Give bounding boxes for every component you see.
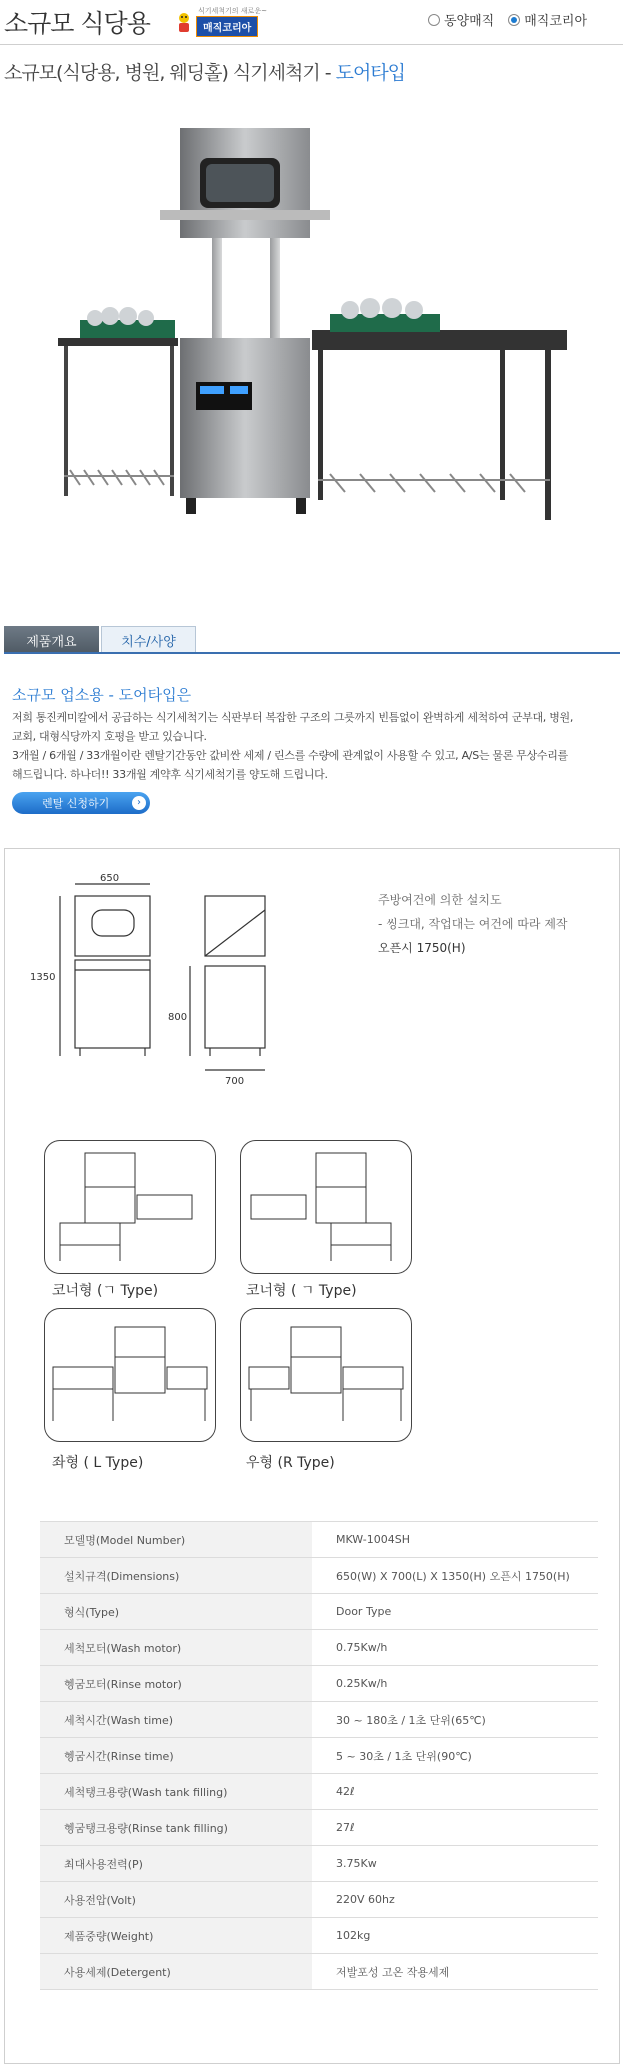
brand-logo[interactable]: [174, 6, 266, 36]
intro-line: 3개월 / 6개월 / 33개월이란 렌탈기간동안 값비싼 세제 / 린스를 수량에 관계없이 사용할 수 있고, A/S는 물론 무상수리를: [12, 749, 568, 762]
spec-key: 헹굼모터(Rinse motor): [40, 1666, 312, 1702]
radio-dongyang-magic[interactable]: [428, 10, 494, 29]
spec-key: 헹굼시간(Rinse time): [40, 1738, 312, 1774]
intro-line: 저희 통진케미칼에서 공급하는 식기세척기는 식판부터 복잡한 구조의 그릇까지 빈틈없이 완벽하게 세척하여 군부대, 병원,: [12, 711, 574, 724]
spec-value: 42ℓ: [312, 1774, 598, 1810]
dishwasher-product-image: [0, 100, 623, 620]
spec-row: [40, 1774, 598, 1810]
spec-key: 모델명(Model Number): [40, 1522, 312, 1558]
layout-card-right: [240, 1308, 412, 1442]
spec-key: 세척시간(Wash time): [40, 1702, 312, 1738]
spec-value: 220V 60hz: [312, 1882, 598, 1918]
spec-value: 30 ~ 180초 / 1초 단위(65℃): [312, 1702, 598, 1738]
spec-value: 저발포성 고온 작용세제: [312, 1954, 598, 1990]
subtitle-accent: 도어타입: [335, 62, 406, 84]
spec-key: 형식(Type): [40, 1594, 312, 1630]
spec-row: [40, 1918, 598, 1954]
radio-button[interactable]: [428, 14, 440, 26]
spec-row: [40, 1522, 598, 1558]
page-header: [0, 0, 623, 42]
spec-row: [40, 1594, 598, 1630]
spec-table: [40, 1521, 598, 1990]
spec-row: [40, 1630, 598, 1666]
spec-value: 102kg: [312, 1918, 598, 1954]
layout-label-corner-right: 코너형 ( ㄱ Type): [246, 1283, 357, 1299]
spec-value: 5 ~ 30초 / 1초 단위(90℃): [312, 1738, 598, 1774]
layout-card-corner-left: [44, 1140, 216, 1274]
dim-height-label: 1350: [30, 972, 56, 983]
chevron-right-icon: ›: [132, 796, 146, 810]
spec-row: [40, 1666, 598, 1702]
spec-row: [40, 1558, 598, 1594]
rental-apply-button[interactable]: [12, 792, 150, 814]
intro-text: [12, 708, 612, 784]
layout-corner-left-drawing: [45, 1141, 215, 1273]
layout-label-corner-left: 코너형 (ㄱ Type): [52, 1283, 159, 1299]
rental-button-label: 렌탈 신청하기: [42, 797, 110, 810]
tab-divider: [4, 652, 620, 654]
brand-name: 매직코리아: [196, 16, 258, 37]
spec-value: 0.75Kw/h: [312, 1630, 598, 1666]
product-subtitle: [4, 58, 405, 85]
layout-left-drawing: [45, 1309, 215, 1441]
spec-row: [40, 1882, 598, 1918]
subtitle-main: 소규모(식당용, 병원, 웨딩홀) 식기세척기 -: [4, 62, 336, 84]
brand-radio-group: [428, 10, 587, 29]
spec-row: [40, 1702, 598, 1738]
layout-label-left: 좌형 ( L Type): [52, 1455, 144, 1471]
spec-key: 설치규격(Dimensions): [40, 1558, 312, 1594]
dim-width-label: 650: [100, 873, 120, 884]
tab-dimensions-specs[interactable]: 치수/사양: [101, 626, 196, 654]
spec-value: MKW-1004SH: [312, 1522, 598, 1558]
tab-bar: [4, 626, 196, 654]
layout-corner-right-drawing: [241, 1141, 411, 1273]
spec-key: 제품중량(Weight): [40, 1918, 312, 1954]
layout-card-left: [44, 1308, 216, 1442]
header-divider: [0, 44, 623, 45]
spec-key: 사용전압(Volt): [40, 1882, 312, 1918]
spec-value: 0.25Kw/h: [312, 1666, 598, 1702]
layout-right-drawing: [241, 1309, 411, 1441]
brand-tagline: 식기세척기의 새로운~: [198, 7, 267, 15]
spec-value: 27ℓ: [312, 1810, 598, 1846]
spec-row: [40, 1810, 598, 1846]
page-title: 소규모 식당용: [4, 9, 150, 38]
install-note-line: 주방여건에 의한 설치도: [378, 893, 502, 907]
layout-label-right: 우형 (R Type): [246, 1455, 335, 1471]
spec-value: 650(W) X 700(L) X 1350(H) 오픈시 1750(H): [312, 1558, 598, 1594]
spec-key: 최대사용전력(P): [40, 1846, 312, 1882]
dim-inner-height-label: 800: [168, 1012, 188, 1023]
install-note-line: - 씽크대, 작업대는 여건에 따라 제작: [378, 917, 568, 931]
radio-label: 매직코리아: [524, 14, 588, 29]
radio-button-checked[interactable]: [508, 14, 520, 26]
radio-magic-korea[interactable]: [508, 10, 587, 29]
spec-row: [40, 1954, 598, 1990]
radio-label: 동양매직: [444, 14, 495, 29]
intro-line: 해드립니다. 하나더!! 33개월 계약후 식기세척기를 양도해 드립니다.: [12, 768, 328, 781]
spec-key: 사용세제(Detergent): [40, 1954, 312, 1990]
spec-key: 세척탱크용량(Wash tank filling): [40, 1774, 312, 1810]
intro-line: 교회, 대형식당까지 호평을 받고 있습니다.: [12, 730, 207, 743]
install-note-line: 오픈시 1750(H): [378, 941, 466, 955]
dimension-drawing: [30, 870, 310, 1100]
tab-overview[interactable]: 제품개요: [4, 626, 99, 654]
intro-title: 소규모 업소용 - 도어타입은: [12, 686, 192, 704]
spec-value: 3.75Kw: [312, 1846, 598, 1882]
spec-key: 헹굼탱크용량(Rinse tank filling): [40, 1810, 312, 1846]
spec-value: Door Type: [312, 1594, 598, 1630]
spec-key: 세척모터(Wash motor): [40, 1630, 312, 1666]
install-notes: [378, 888, 568, 960]
spec-row: [40, 1846, 598, 1882]
mascot-icon: [174, 12, 194, 34]
spec-row: [40, 1738, 598, 1774]
dim-depth-label: 700: [225, 1076, 245, 1087]
layout-card-corner-right: [240, 1140, 412, 1274]
